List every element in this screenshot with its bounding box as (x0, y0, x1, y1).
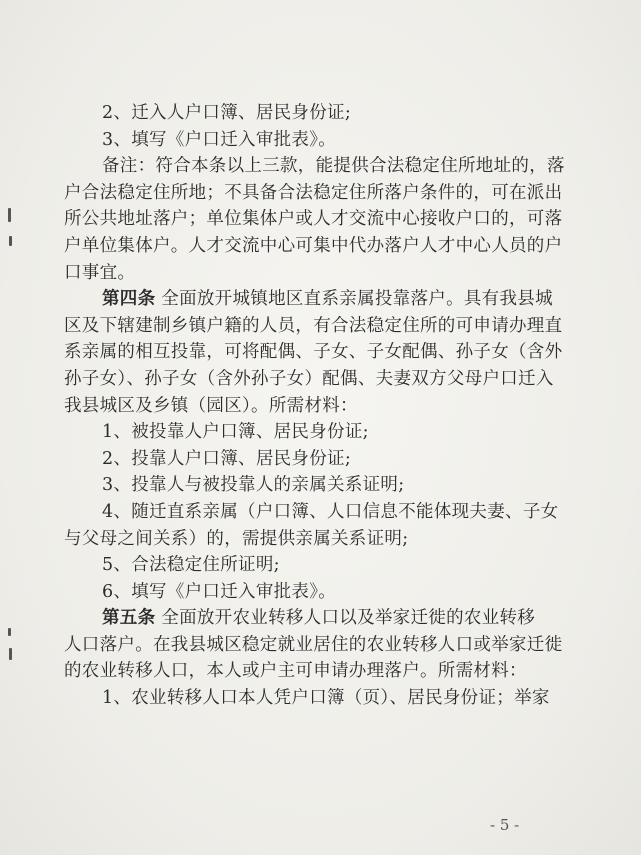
text-line: 1、农业转移人口本人凭户口簿（页）、居民身份证；举家 (102, 688, 550, 709)
text-line: 我县城区及乡镇（园区）。所需材料： (64, 395, 358, 416)
text-line: 2、投靠人户口簿、居民身份证; (102, 448, 352, 469)
text-line: 6、填写《户口迁入审批表》。 (102, 581, 337, 602)
text-line: 3、填写《户口迁入审批表》。 (102, 129, 337, 150)
text-line: 与父母之间关系）的，需提供亲属关系证明; (64, 528, 409, 549)
text-line: 口事宜。 (64, 262, 136, 283)
text-line: 所公共地址落户；单位集体户或人才交流中心接收户口的，可落 (64, 209, 563, 230)
article-heading-line: 第四条 全面放开城镇地区直系亲属投靠落户。具有我县城 (102, 289, 553, 310)
text-line: 区及下辖建制乡镇户籍的人员，有合法稳定住所的可申请办理直 (64, 315, 563, 336)
text-line: 5、合法稳定住所证明; (102, 555, 280, 576)
text-line: 户合法稳定住所地；不具备合法稳定住所落户条件的，可在派出 (64, 182, 563, 203)
article-label: 第四条 (102, 289, 156, 310)
text-line: 备注：符合本条以上三款，能提供合法稳定住所地址的，落 (102, 156, 565, 177)
text-line: 系亲属的相互投靠，可将配偶、子女、子女配偶、孙子女（含外 (64, 342, 563, 363)
text-line: 4、随迁直系亲属（户口簿、人口信息不能体现夫妻、子女 (102, 501, 559, 522)
text-line: 1、被投靠人户口簿、居民身份证; (102, 422, 369, 443)
text-line: 户单位集体户。人才交流中心可集中代办落户人才中心人员的户 (64, 235, 563, 256)
text-line: 3、投靠人与被投靠人的亲属关系证明; (102, 475, 405, 496)
page-number: - 5 - (490, 816, 520, 834)
article-label: 第五条 (102, 608, 156, 629)
binding-hole-mark (8, 628, 11, 636)
binding-hole-mark (9, 236, 12, 246)
binding-hole-mark (8, 208, 11, 222)
article-heading-line: 第五条 全面放开农业转移人口以及举家迁徙的农业转移 (102, 608, 536, 629)
text-line: 人口落户。在我县城区稳定就业居住的农业转移人口或举家迁徙 (64, 634, 563, 655)
text-line: 2、迁入人户口簿、居民身份证; (102, 103, 352, 123)
document-body (64, 100, 564, 712)
text-line: 孙子女）、孙子女（含外孙子女）配偶、夫妻双方父母户口迁入 (64, 368, 554, 389)
binding-hole-mark (9, 648, 12, 660)
text-line: 的农业转移人口，本人或户主可申请办理落户。所需材料： (64, 661, 527, 682)
